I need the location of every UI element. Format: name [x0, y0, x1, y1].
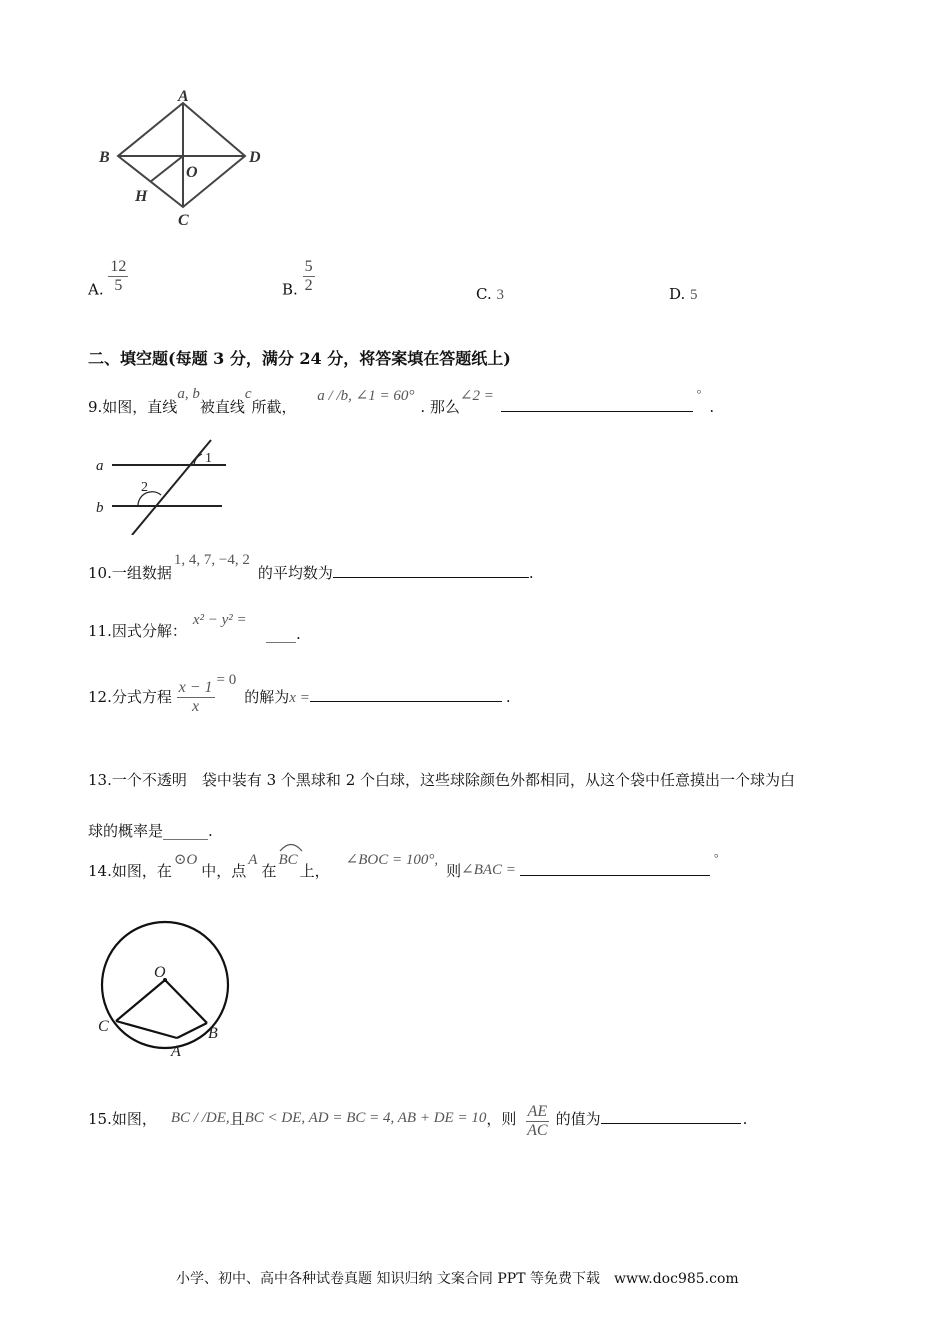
- q14-answer-blank[interactable]: [520, 861, 710, 876]
- q15-condition1: BC / /DE,: [170, 1110, 230, 1126]
- option-a-denominator: 5: [114, 277, 123, 294]
- label-C: C: [178, 212, 189, 229]
- q14-text2: 在: [261, 862, 277, 880]
- q15-numerator: AE: [527, 1103, 548, 1120]
- q15-text1: 且: [229, 1110, 245, 1128]
- option-a-label: A.: [88, 280, 104, 299]
- q9-answer-blank[interactable]: [501, 397, 693, 412]
- q15-answer-blank[interactable]: [601, 1109, 741, 1124]
- option-b: [282, 258, 315, 299]
- q11-prefix: 11.因式分解：: [88, 622, 187, 640]
- q12-end: .: [505, 688, 511, 706]
- q12-text: 的解为: [244, 688, 290, 706]
- option-b-numerator: 5: [304, 258, 313, 275]
- q10-end: .: [528, 564, 534, 582]
- q15-text3: 的值为: [555, 1110, 601, 1128]
- q12-denominator: x: [192, 698, 200, 715]
- circle-label-A: A: [171, 1043, 181, 1060]
- question-14: [88, 850, 719, 881]
- q14-condition: ∠BOC = 100°,: [345, 852, 439, 868]
- q15-text2: ，则: [486, 1110, 517, 1128]
- q14-ask: ∠BAC =: [461, 862, 516, 878]
- rhombus-figure: [95, 85, 275, 230]
- option-c: [476, 285, 504, 304]
- q15-denominator: AC: [527, 1122, 548, 1139]
- q10-prefix: 10.一组数据: [88, 564, 172, 582]
- angle-1-label: 1: [205, 451, 212, 466]
- option-b-label: B.: [282, 280, 298, 299]
- q14-arc: [278, 850, 297, 869]
- q12-var: x =: [289, 690, 310, 706]
- option-b-denominator: 2: [304, 277, 313, 294]
- option-c-label: C.: [476, 285, 492, 303]
- q12-prefix: 12.分式方程: [88, 688, 172, 706]
- option-a-fraction: [108, 258, 128, 295]
- option-c-value: 3: [496, 287, 504, 303]
- q14-text1: 中，点: [201, 862, 247, 880]
- question-15: [88, 1096, 747, 1140]
- question-11: [88, 612, 247, 641]
- q9-prefix: 9.如图，直线: [88, 398, 178, 416]
- label-H: H: [135, 188, 148, 205]
- q14-circle: ⊙O: [173, 852, 198, 868]
- option-a: [88, 258, 128, 299]
- label-A: A: [178, 88, 189, 105]
- q9-text3: . 那么: [420, 398, 460, 416]
- option-d: [669, 285, 698, 304]
- q15-end: .: [742, 1110, 748, 1128]
- q10-text: 的平均数为: [257, 564, 333, 582]
- q9-var-c: c: [244, 386, 252, 402]
- q15-condition2: BC < DE, AD = BC = 4, AB + DE = 10: [244, 1110, 487, 1126]
- q9-ask: ∠2 =: [459, 388, 494, 404]
- line-b-label: b: [96, 500, 104, 516]
- question-12: [88, 672, 511, 716]
- option-d-label: D.: [669, 285, 686, 303]
- q9-text2: 所截，: [251, 398, 297, 416]
- q12-fraction: [177, 679, 215, 716]
- q14-text3: 上，: [299, 862, 330, 880]
- q9-condition: a / /b, ∠1 = 60°: [317, 388, 415, 404]
- q14-text4: 则: [446, 862, 462, 880]
- circle-label-B: B: [208, 1025, 218, 1042]
- q14-point: A: [248, 852, 258, 868]
- q9-degree: °: [696, 387, 702, 401]
- page-footer: 小学、初中、高中各种试卷真题 知识归纳 文案合同 PPT 等免费下载 www.doc985.com: [176, 1271, 739, 1287]
- question-13-line2: 球的概率是______.: [88, 822, 213, 840]
- q9-end: .: [709, 398, 715, 416]
- parallel-lines-figure: [90, 435, 240, 535]
- angle-2-label: 2: [141, 480, 148, 495]
- question-13-line1: 13.一个不透明 袋中装有 3 个黑球和 2 个白球，这些球除颜色外都相同，从这个袋中任意摸出一个球为白: [88, 771, 796, 789]
- q10-answer-blank[interactable]: [333, 563, 529, 578]
- q11-answer: [266, 625, 301, 643]
- q12-rhs: = 0: [216, 672, 237, 688]
- q11-expression: x² − y² =: [192, 612, 247, 628]
- section-heading: 二、填空题(每题 3 分，满分 24 分，将答案填在答题纸上): [88, 349, 511, 368]
- q14-prefix: 14.如图，在: [88, 862, 172, 880]
- q11-end: .: [296, 625, 301, 643]
- q9-text1: 被直线: [199, 398, 245, 416]
- line-a-label: a: [96, 458, 104, 474]
- option-a-numerator: 12: [110, 258, 127, 275]
- question-9: [88, 386, 714, 417]
- q9-vars-ab: a, b: [177, 386, 200, 402]
- label-D: D: [249, 149, 261, 166]
- option-d-value: 5: [690, 287, 698, 303]
- q11-answer-blank[interactable]: ____: [266, 625, 296, 643]
- q10-data: 1, 4, 7, −4, 2: [173, 552, 250, 568]
- q15-prefix: 15.如图，: [88, 1110, 157, 1128]
- arc-icon: [278, 840, 304, 852]
- option-b-fraction: [303, 258, 315, 295]
- q14-arc-label: BC: [278, 852, 298, 868]
- circle-label-O: O: [154, 964, 166, 981]
- question-10: [88, 550, 534, 583]
- label-O: O: [186, 164, 198, 181]
- q14-degree: °: [713, 851, 719, 865]
- q15-fraction: [525, 1103, 549, 1140]
- q12-numerator: x − 1: [178, 679, 213, 696]
- q12-answer-blank[interactable]: [310, 687, 502, 702]
- circle-label-C: C: [98, 1018, 109, 1035]
- label-B: B: [99, 149, 110, 166]
- circle-figure: [90, 910, 240, 1060]
